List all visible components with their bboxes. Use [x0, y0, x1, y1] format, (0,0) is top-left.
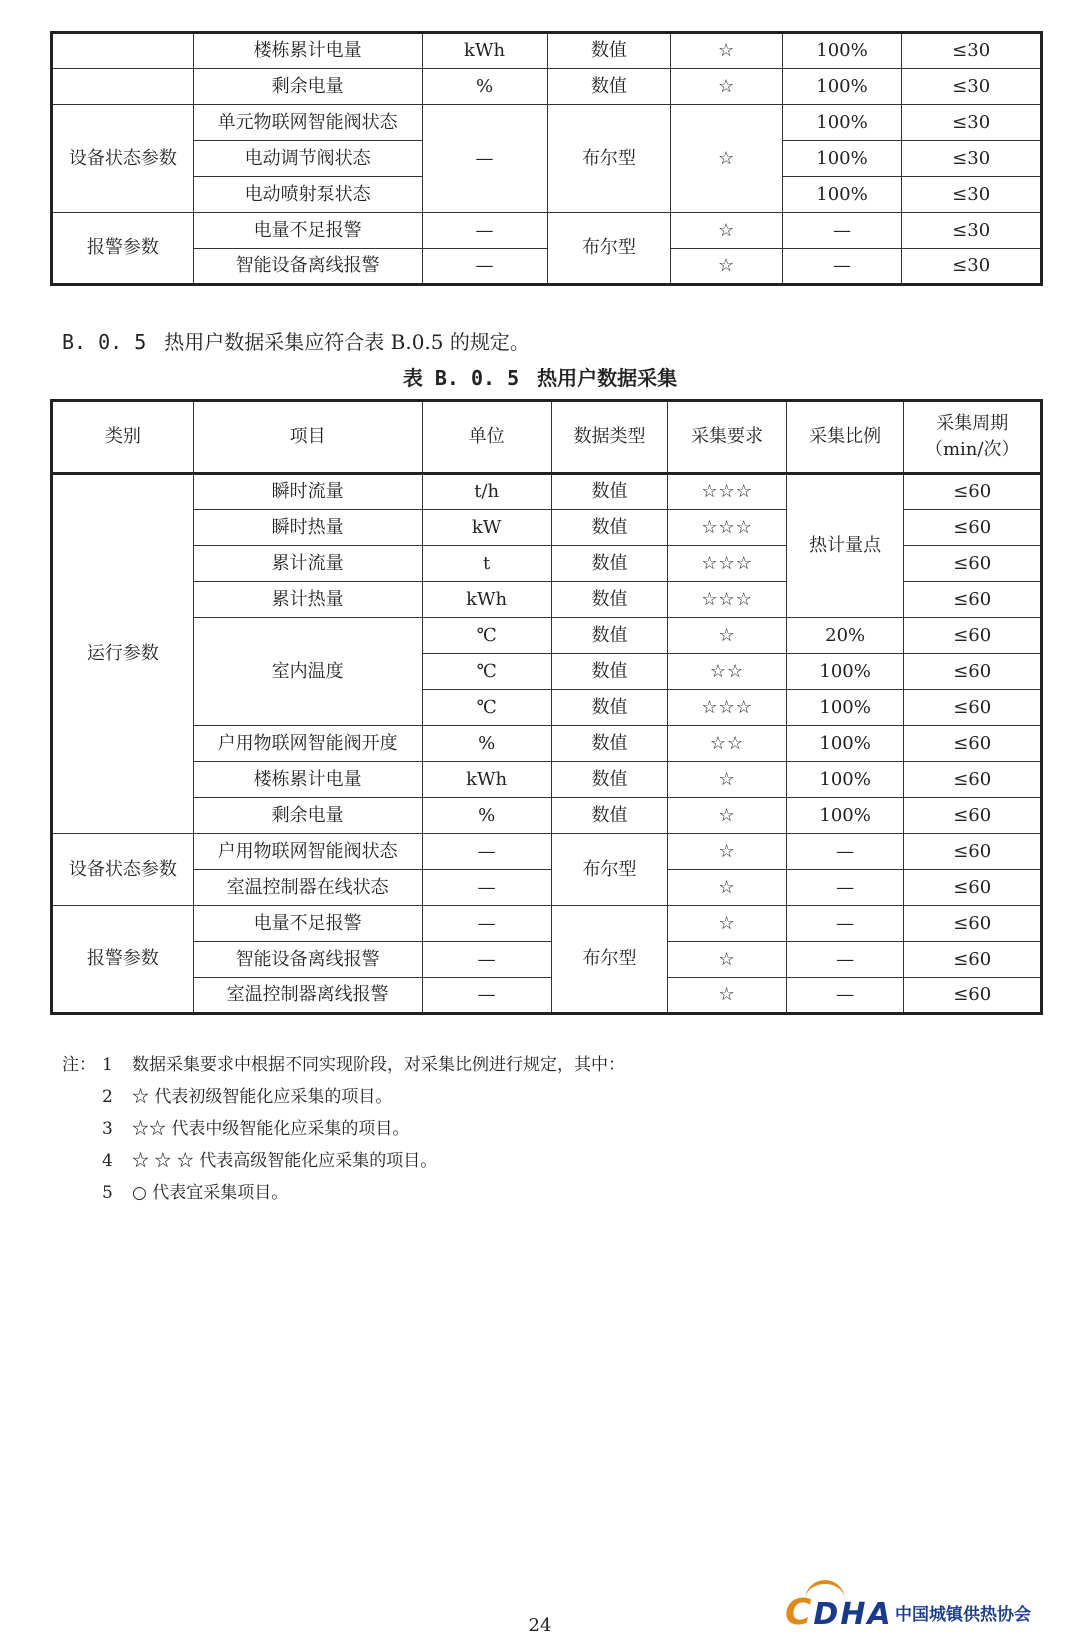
table-row	[52, 69, 1042, 105]
unit-cell: —	[422, 105, 547, 213]
header-req: 采集要求	[668, 401, 787, 474]
req-cell: ☆☆☆	[668, 546, 787, 582]
unit-cell: kWh	[422, 33, 547, 69]
ratio-cell: —	[786, 870, 904, 906]
item-cell: 楼栋累计电量	[193, 33, 422, 69]
req-cell: ☆	[671, 105, 782, 213]
header-ratio: 采集比例	[786, 401, 904, 474]
table-row	[52, 906, 1042, 942]
unit-cell: %	[422, 726, 551, 762]
ratio-cell: 100%	[782, 33, 902, 69]
item-cell: 电量不足报警	[193, 213, 422, 249]
table-row	[52, 213, 1042, 249]
item-cell: 室温控制器在线状态	[193, 870, 422, 906]
req-cell: ☆☆	[668, 654, 787, 690]
req-cell: ☆	[668, 906, 787, 942]
item-cell: 楼栋累计电量	[193, 762, 422, 798]
req-cell: ☆☆☆	[668, 474, 787, 510]
logo-org-name: 中国城镇供热协会	[895, 1605, 1031, 1625]
ratio-cell: —	[786, 942, 904, 978]
caption-number: 表 B. 0. 5	[402, 366, 520, 390]
ratio-cell: 100%	[786, 654, 904, 690]
table-continued	[50, 31, 1043, 286]
header-category: 类别	[52, 401, 194, 474]
table-row	[52, 249, 1042, 285]
ratio-cell: —	[786, 978, 904, 1014]
category-cell	[52, 33, 194, 69]
unit-cell: kWh	[422, 582, 551, 618]
cycle-cell: ≤30	[902, 249, 1042, 285]
unit-cell: —	[422, 249, 547, 285]
type-cell: 数值	[551, 546, 668, 582]
unit-cell: kWh	[422, 762, 551, 798]
header-cycle-line2: （min/次）	[924, 439, 1020, 460]
type-cell: 数值	[547, 69, 671, 105]
req-cell: ☆☆☆	[668, 690, 787, 726]
cycle-cell: ≤30	[902, 33, 1042, 69]
cycle-cell: ≤60	[904, 762, 1042, 798]
cycle-cell: ≤60	[904, 474, 1042, 510]
req-cell: ☆	[668, 798, 787, 834]
cycle-cell: ≤60	[904, 618, 1042, 654]
req-cell: ☆	[668, 762, 787, 798]
category-cell	[52, 69, 194, 105]
item-cell: 智能设备离线报警	[193, 249, 422, 285]
note-text: ☆ 代表初级智能化应采集的项目。	[132, 1087, 393, 1107]
clause-b05	[62, 326, 530, 355]
ratio-cell: 100%	[782, 177, 902, 213]
cycle-cell: ≤60	[904, 942, 1042, 978]
req-cell: ☆	[668, 942, 787, 978]
type-cell: 数值	[551, 654, 668, 690]
ratio-cell: 100%	[782, 105, 902, 141]
unit-cell: kW	[422, 510, 551, 546]
cycle-cell: ≤60	[904, 546, 1042, 582]
category-cell: 设备状态参数	[52, 834, 194, 906]
cycle-cell: ≤30	[902, 69, 1042, 105]
table-row	[52, 870, 1042, 906]
type-cell: 布尔型	[551, 834, 668, 906]
ratio-cell: 100%	[786, 762, 904, 798]
item-cell: 电动调节阀状态	[193, 141, 422, 177]
type-cell: 数值	[551, 762, 668, 798]
unit-cell: t	[422, 546, 551, 582]
type-cell: 数值	[551, 510, 668, 546]
table-row	[52, 834, 1042, 870]
unit-cell: —	[422, 978, 551, 1014]
cycle-cell: ≤60	[904, 906, 1042, 942]
item-cell: 剩余电量	[193, 69, 422, 105]
page-number: 24	[528, 1615, 552, 1636]
cycle-cell: ≤60	[904, 690, 1042, 726]
unit-cell: —	[422, 906, 551, 942]
logo-brand: CDHA	[785, 1592, 893, 1633]
table-row	[52, 942, 1042, 978]
note-item	[62, 1113, 625, 1145]
item-cell: 室温控制器离线报警	[193, 978, 422, 1014]
ratio-cell: 100%	[782, 69, 902, 105]
table-header-row	[52, 401, 1042, 474]
req-cell: ☆	[668, 870, 787, 906]
req-cell: ☆	[671, 69, 782, 105]
category-cell: 设备状态参数	[52, 105, 194, 213]
cycle-cell: ≤30	[902, 105, 1042, 141]
cycle-cell: ≤60	[904, 654, 1042, 690]
unit-cell: %	[422, 69, 547, 105]
req-cell: ☆	[671, 249, 782, 285]
note-item	[62, 1081, 625, 1113]
req-cell: ☆☆☆	[668, 582, 787, 618]
clause-text: 热用户数据采集应符合表 B.0.5 的规定。	[164, 330, 530, 354]
unit-cell: —	[422, 213, 547, 249]
req-cell: ☆	[668, 978, 787, 1014]
note-number: 5	[102, 1183, 113, 1203]
item-cell: 户用物联网智能阀开度	[193, 726, 422, 762]
note-number: 4	[102, 1151, 113, 1171]
ratio-cell: 100%	[786, 798, 904, 834]
type-cell: 布尔型	[547, 213, 671, 285]
ratio-cell: 100%	[786, 726, 904, 762]
table-row	[52, 762, 1042, 798]
req-cell: ☆☆	[668, 726, 787, 762]
ratio-cell: 热计量点	[786, 474, 904, 618]
type-cell: 数值	[551, 618, 668, 654]
type-cell: 数值	[551, 726, 668, 762]
table-row	[52, 798, 1042, 834]
cycle-cell: ≤60	[904, 510, 1042, 546]
unit-cell: —	[422, 834, 551, 870]
item-cell: 户用物联网智能阀状态	[193, 834, 422, 870]
table-row	[52, 726, 1042, 762]
ratio-cell: —	[786, 834, 904, 870]
type-cell: 数值	[547, 33, 671, 69]
note-item	[62, 1145, 625, 1177]
item-cell: 电动喷射泵状态	[193, 177, 422, 213]
category-cell: 报警参数	[52, 906, 194, 1014]
table-row	[52, 474, 1042, 510]
table-b05	[50, 399, 1043, 1015]
note-number: 1	[102, 1055, 113, 1075]
type-cell: 数值	[551, 798, 668, 834]
note-text: ☆☆ 代表中级智能化应采集的项目。	[132, 1119, 410, 1139]
cycle-cell: ≤60	[904, 870, 1042, 906]
unit-cell: —	[422, 870, 551, 906]
ratio-cell: —	[782, 213, 902, 249]
item-cell: 剩余电量	[193, 798, 422, 834]
table-notes	[62, 1049, 625, 1209]
note-text: ○ 代表宜采集项目。	[132, 1183, 289, 1203]
item-cell: 累计流量	[193, 546, 422, 582]
cycle-cell: ≤30	[902, 141, 1042, 177]
table-row	[52, 33, 1042, 69]
ratio-cell: 100%	[786, 690, 904, 726]
note-item	[62, 1177, 625, 1209]
ratio-cell: —	[786, 906, 904, 942]
item-cell: 室内温度	[193, 618, 422, 726]
table-caption	[0, 362, 1080, 391]
note-item	[62, 1049, 625, 1081]
ratio-cell: —	[782, 249, 902, 285]
item-cell: 瞬时热量	[193, 510, 422, 546]
cycle-cell: ≤60	[904, 726, 1042, 762]
type-cell: 布尔型	[547, 105, 671, 213]
category-cell: 运行参数	[52, 474, 194, 834]
type-cell: 数值	[551, 690, 668, 726]
unit-cell: —	[422, 942, 551, 978]
cycle-cell: ≤60	[904, 834, 1042, 870]
cycle-cell: ≤60	[904, 798, 1042, 834]
note-text: 数据采集要求中根据不同实现阶段，对采集比例进行规定，其中：	[132, 1055, 625, 1075]
category-cell: 报警参数	[52, 213, 194, 285]
header-cycle	[904, 401, 1042, 474]
type-cell: 布尔型	[551, 906, 668, 1014]
ratio-cell: 100%	[782, 141, 902, 177]
clause-number: B. 0. 5	[62, 330, 147, 354]
header-cycle-line1: 采集周期	[936, 413, 1009, 435]
cycle-cell: ≤60	[904, 582, 1042, 618]
table-row	[52, 618, 1042, 654]
unit-cell: %	[422, 798, 551, 834]
note-text: ☆ ☆ ☆ 代表高级智能化应采集的项目。	[132, 1151, 438, 1171]
header-unit: 单位	[422, 401, 551, 474]
type-cell: 数值	[551, 474, 668, 510]
cycle-cell: ≤60	[904, 978, 1042, 1014]
note-number: 3	[102, 1119, 113, 1139]
item-cell: 瞬时流量	[193, 474, 422, 510]
note-number: 2	[102, 1087, 113, 1107]
unit-cell: ℃	[422, 690, 551, 726]
table-row	[52, 978, 1042, 1014]
item-cell: 电量不足报警	[193, 906, 422, 942]
logo-brand-text: DHA	[813, 1597, 893, 1632]
header-item: 项目	[193, 401, 422, 474]
unit-cell: t/h	[422, 474, 551, 510]
table-row	[52, 105, 1042, 141]
req-cell: ☆☆☆	[668, 510, 787, 546]
item-cell: 累计热量	[193, 582, 422, 618]
unit-cell: ℃	[422, 618, 551, 654]
type-cell: 数值	[551, 582, 668, 618]
req-cell: ☆	[671, 213, 782, 249]
req-cell: ☆	[668, 618, 787, 654]
caption-text: 热用户数据采集	[537, 366, 678, 390]
item-cell: 单元物联网智能阀状态	[193, 105, 422, 141]
notes-lead: 注：	[62, 1055, 96, 1075]
cycle-cell: ≤30	[902, 177, 1042, 213]
item-cell: 智能设备离线报警	[193, 942, 422, 978]
req-cell: ☆	[671, 33, 782, 69]
req-cell: ☆	[668, 834, 787, 870]
header-type: 数据类型	[551, 401, 668, 474]
cycle-cell: ≤30	[902, 213, 1042, 249]
ratio-cell: 20%	[786, 618, 904, 654]
unit-cell: ℃	[422, 654, 551, 690]
